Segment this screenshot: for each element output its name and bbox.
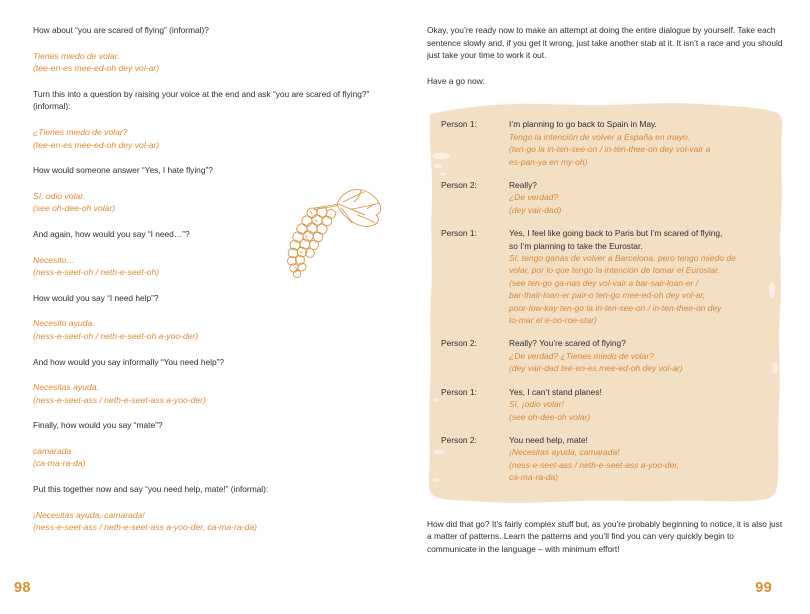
english-line: Really? You’re scared of flying?: [509, 338, 626, 349]
answer-block: [33, 190, 383, 215]
cue-text: Have a go now:: [427, 75, 485, 86]
turn-lines: [509, 227, 769, 326]
phonetic-line: es-pan-ya en my-oh): [509, 156, 588, 167]
answer-block: [33, 381, 383, 406]
dialogue-turn: [441, 179, 769, 216]
answer-block: [33, 126, 383, 151]
speaker-label: Person 2:: [441, 434, 477, 445]
turn-lines: [509, 118, 769, 168]
dialogue-turn: [441, 337, 769, 374]
spanish-line: Tengo la intención de volver a España en mayo.: [509, 131, 691, 142]
spanish-line: ¡Necesitas ayuda, camarada!: [509, 447, 620, 458]
spanish-line: volar, por lo que tengo la intención de tomar el Eurostar.: [509, 265, 720, 276]
phonetic-line: (dey vair-dad): [509, 204, 562, 215]
answer-block: [33, 50, 383, 75]
phonetic-line: (ten-go la in-ten-see-on / in-ten-thee-on dey vol-vair a: [509, 144, 711, 155]
answer-block: [33, 509, 383, 534]
phonetic-guide: (ness-e-seet-ass / neth-e-seet-ass a-yoo-der): [33, 394, 206, 405]
phonetic-line: bar-thair-loan-er pair-o ten-go mee-ed-oh dey vol-ar,: [509, 290, 706, 301]
english-line: Yes, I can’t stand planes!: [509, 386, 602, 397]
spanish-line: ¿De verdad? ¿Tienes miedo de volar?: [509, 350, 654, 361]
phonetic-guide: (tee-en-es mee-ed-oh dey vol-ar): [33, 63, 160, 74]
speaker-label: Person 1:: [441, 228, 477, 239]
answer-block: [33, 317, 383, 342]
page-number-left: 98: [14, 580, 31, 596]
turn-lines: [509, 179, 769, 216]
prompt-text: And again, how would you say “I need…”?: [33, 228, 190, 239]
right-page: [405, 0, 810, 614]
prompt-text: How about “you are scared of flying” (informal)?: [33, 25, 209, 35]
intro-paragraph: Okay, you’re ready now to make an attempt at doing the entire dialogue by yourself. Take each sentence slowly and, if you get it wrong, just take another stab at it. It isn’t a race and you should just take your time to work it out.: [427, 25, 783, 61]
phonetic-line: to-mar el e-oo-roe-star): [509, 315, 597, 326]
phonetic-guide: (see oh-dee-oh volar): [33, 203, 116, 214]
closing-paragraph: How did that go? It’s fairly complex stuff but, as you’re probably beginning to notice, it is also just a matter of patterns. Learn the patterns and you’ll find you can very quickly begin to communicate in the language – with minimum effort!: [427, 518, 783, 554]
spanish-phrase: Necesito…: [33, 254, 76, 265]
english-line: I’m planning to go back to Spain in May.: [509, 119, 657, 130]
spanish-phrase: ¿Tienes miedo de volar?: [33, 126, 128, 137]
phonetic-line: (see ten-go ga-nas dey vol-vair a bar-sair-loan-er /: [509, 277, 699, 288]
phonetic-guide: (ness-e-seet-oh / neth-e-seet-oh): [33, 267, 160, 278]
phonetic-line: poor-low-kay ten-go la in-ten-see-on / in-ten-thee-on dey: [509, 302, 722, 313]
spanish-phrase: camarada: [33, 445, 72, 456]
english-line: so I’m planning to take the Eurostar.: [509, 240, 643, 251]
phonetic-line: (ness-e-seet-ass / neth-e-seet-ass a-yoo-der,: [509, 459, 680, 470]
phonetic-line: ca-ma-ra-da): [509, 472, 559, 483]
phonetic-guide: (tee-en-es mee-ed-oh dey vol-ar): [33, 139, 160, 150]
spanish-phrase: Necesito ayuda.: [33, 318, 95, 329]
spanish-phrase: Sí, odio volar.: [33, 190, 86, 201]
spanish-line: Sí, ¡odio volar!: [509, 399, 564, 410]
phonetic-guide: (ca-ma-ra-da): [33, 458, 86, 469]
dialogue-turn: [441, 386, 769, 423]
turn-lines: [509, 434, 769, 484]
answer-block: [33, 445, 383, 470]
spanish-phrase: Tienes miedo de volar.: [33, 50, 120, 61]
page-number-right: 99: [755, 580, 772, 596]
turn-lines: [509, 386, 769, 423]
spanish-line: Sí, tengo ganas de volver a Barcelona, pero tengo miedo de: [509, 253, 736, 264]
prompt-text: How would you say “I need help”?: [33, 292, 159, 303]
english-line: Really?: [509, 180, 537, 190]
spanish-phrase: ¡Necesitas ayuda, camarada!: [33, 509, 145, 520]
prompt-text: Turn this into a question by raising your voice at the end and ask “you are scared of flying?” (informal):: [33, 88, 370, 112]
dialogue-turn: [441, 118, 769, 168]
english-line: Yes, I feel like going back to Paris but I’m scared of flying,: [509, 228, 723, 239]
speaker-label: Person 1:: [441, 119, 477, 130]
phonetic-guide: (ness-e-seet-ass / neth-e-seet-ass a-yoo-der, ca-ma-ra-da): [33, 522, 257, 533]
dialogue-turn: [441, 227, 769, 326]
speaker-label: Person 1:: [441, 386, 477, 397]
spanish-phrase: Necesitas ayuda.: [33, 382, 99, 393]
spanish-line: ¿De verdad?: [509, 192, 559, 203]
prompt-text: Finally, how would you say “mate”?: [33, 420, 163, 431]
dialogue-panel: [427, 100, 785, 503]
dialogue-turn: [441, 434, 769, 484]
phonetic-guide: (ness-e-seet-oh / neth-e-seet-oh a-yoo-der): [33, 330, 199, 341]
speaker-label: Person 2:: [441, 180, 477, 190]
prompt-text: And how would you say informally “You need help”?: [33, 356, 224, 367]
speaker-label: Person 2:: [441, 338, 477, 349]
prompt-text: Put this together now and say “you need help, mate!” (informal):: [33, 484, 269, 495]
turn-lines: [509, 337, 769, 374]
phonetic-line: (see oh-dee-oh volar): [509, 411, 591, 422]
phonetic-line: (dey vair-dad tee-en-es mee-ed-oh dey vol-ar): [509, 363, 683, 374]
answer-block: [33, 254, 383, 279]
prompt-text: How would someone answer “Yes, I hate flying”?: [33, 165, 213, 176]
left-page-content: [33, 24, 383, 534]
dialogue-turn-list: [441, 118, 769, 483]
english-line: You need help, mate!: [509, 434, 588, 445]
